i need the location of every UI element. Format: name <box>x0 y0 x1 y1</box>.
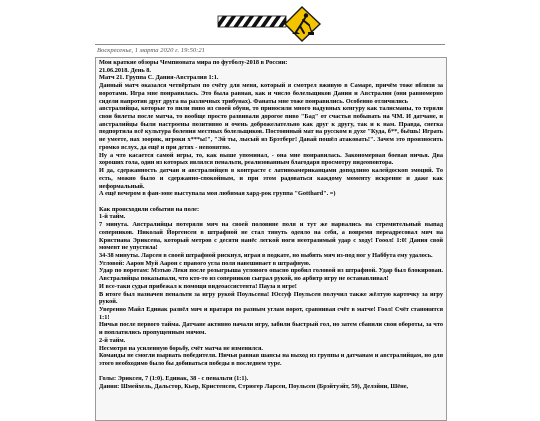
post-paragraph: Уверенно Майл Едииак развёл мяч и вратаря по разным углам ворот, сравнивая счёт в матче! Гоол! Счёт становится 1:1! <box>99 306 443 321</box>
post-paragraph: 2-й тайм. <box>99 336 126 344</box>
post-paragraph: Несмотря на усиленную борьбу, счёт матча не изменился. <box>99 344 263 352</box>
post-paragraph: Ну а что касается самой игры, то, как выше упоминал, - она мне понравилась. Закономерная боевая ничья. Два хороших гола, один из которых являлся пенальти, реализованным благодаря просмотру видеоповтора. <box>99 151 443 167</box>
post-paragraph: Мои краткие обзоры Чемпионата мира по футболу-2018 в России: <box>99 59 288 66</box>
under-construction-banner <box>0 0 540 44</box>
post-paragraph: Ничья после первого тайма. Датчане активно начали игру, забили быстрый гол, но затем сбавили свои обороты, за что и поплатились пропущенным мячом. <box>99 321 443 337</box>
post-paragraph: 1-й тайм. <box>99 213 126 221</box>
post-paragraph: 34-38 минуты. Ларсен в своей штрафной рискнул, играя в подкате, но выбить мяч из-под ног у Наббута ему удалось. <box>99 251 433 259</box>
post-paragraph: Команды не смогли вырвать победителя. Ничья равная шансы на выход из группы и датчанам и австралийцам, но для этого необходимо было бы добиваться победы в последнем туре. <box>99 352 443 368</box>
post-paragraph: 7 минута. Австралийцы потеряли мяч на своей половине поля и тут же нарвались на стремительный выпад соперников. Николай Йоргенсен в штрафной не стал тянуть одеяло на себя, а вовремя переадресовал мяч на Кристиана Эриксена, который метров с десяти нанёс легкой ноги неотразимый удар с ходу! Гооол! 1:0! Дания свой момент не упустила! <box>99 221 443 252</box>
post-paragraph: австралийцы, которые то пили пиво из своей обуви, то приносили много надувных кенгуру как талисманы, то теряли свои билеты после матча, то вообще просто развивали дорогое пиво "Бад" от счастья побывать на ЧМ. И датчане, и австралийцы были настроены позитивно и очень доброжелательно как друг к другу, так и к нам. Правда, снегка подпортила всё культура боления местных болельщиков. Постоянный мат на русском в духе "Куда, б**, бьёшь! Играть не умеете, нах зоорик, игроки х***ы!", "Эй ты, лысый из Брэтберг! Давай пошёл атаковать!". Зачем это произносить громко вслух, да ещё и при детях - непонятно. <box>99 105 443 151</box>
post-paragraph: Угловой: Аарон Муй Аарон с правого угла поля навешивает в штрафную. <box>99 259 311 267</box>
post-paragraph: Дания: Шмейхель, Дальстор, Кьер, Кристенсен, Стрюгер Ларсен, Поульсен (Брэйтуэйт, 59), Делэйни, Шёне, <box>99 383 409 391</box>
post-paragraph: В итоге был назначен пенальти за игру рукой Поульсена! Юссуф Поульсен получил также жёлтую карточку за игру рукой. <box>99 290 443 306</box>
post-paragraph: Голы: Эриксен, 7 (1:0). Едииак, 38 - с пенальти (1:1). <box>99 375 249 383</box>
post-paragraph: Матч 21. Группа С. Дания-Австралия 1:1. <box>99 74 219 82</box>
construction-worker-sign-icon <box>285 7 320 41</box>
post-paragraph: 21.06.2018. День 8. <box>99 66 151 74</box>
post-paragraph: А ещё вечером в фан-зоне выступала моя любимая хард-рок группа "Gotthard". =) <box>99 190 336 198</box>
blog-post-body <box>95 57 447 421</box>
post-paragraph: Данный матч оказался четвёртым по счёту для меня, который я смотрел вживую в Самаре, причём тоже вблизи за воротами. Игра мне понравилась. Это была равная, как и число болельщиков Дании и Австралии (они равномерно сидели напротив друг друга на различных трибунах). Фанаты мне тоже понравились. Особенно отличились <box>99 82 443 105</box>
post-date: Воскресенье, 1 марта 2020 г. 19:50:21 <box>97 47 205 54</box>
hazard-stripe-bar <box>218 16 286 27</box>
post-paragraph: Как происходили события на поле: <box>99 205 200 213</box>
post-paragraph: И да, сдержанность датчан и австралийцев в контрасте с латиноамериканцами доподлино калейдоскоп эмоций. То есть, можно было и сдержанно-спокойным, и при этом радоваться каждому моменту искренне и даже как неформальный. <box>99 167 443 190</box>
post-paragraph: И все-таки судья прибежал к помощи видеоассистента! Пауза в игре! <box>99 282 297 290</box>
header-divider <box>95 44 445 45</box>
post-paragraph: Удар по воротам: Мэтью Леки после розыгрыша углового опасно пробил головой из штрафной. Удар был блокирован. Австралийцы показывали, что кто-то из соперников сыграл рукой, но арбитр игру не останавливал! <box>99 267 443 283</box>
